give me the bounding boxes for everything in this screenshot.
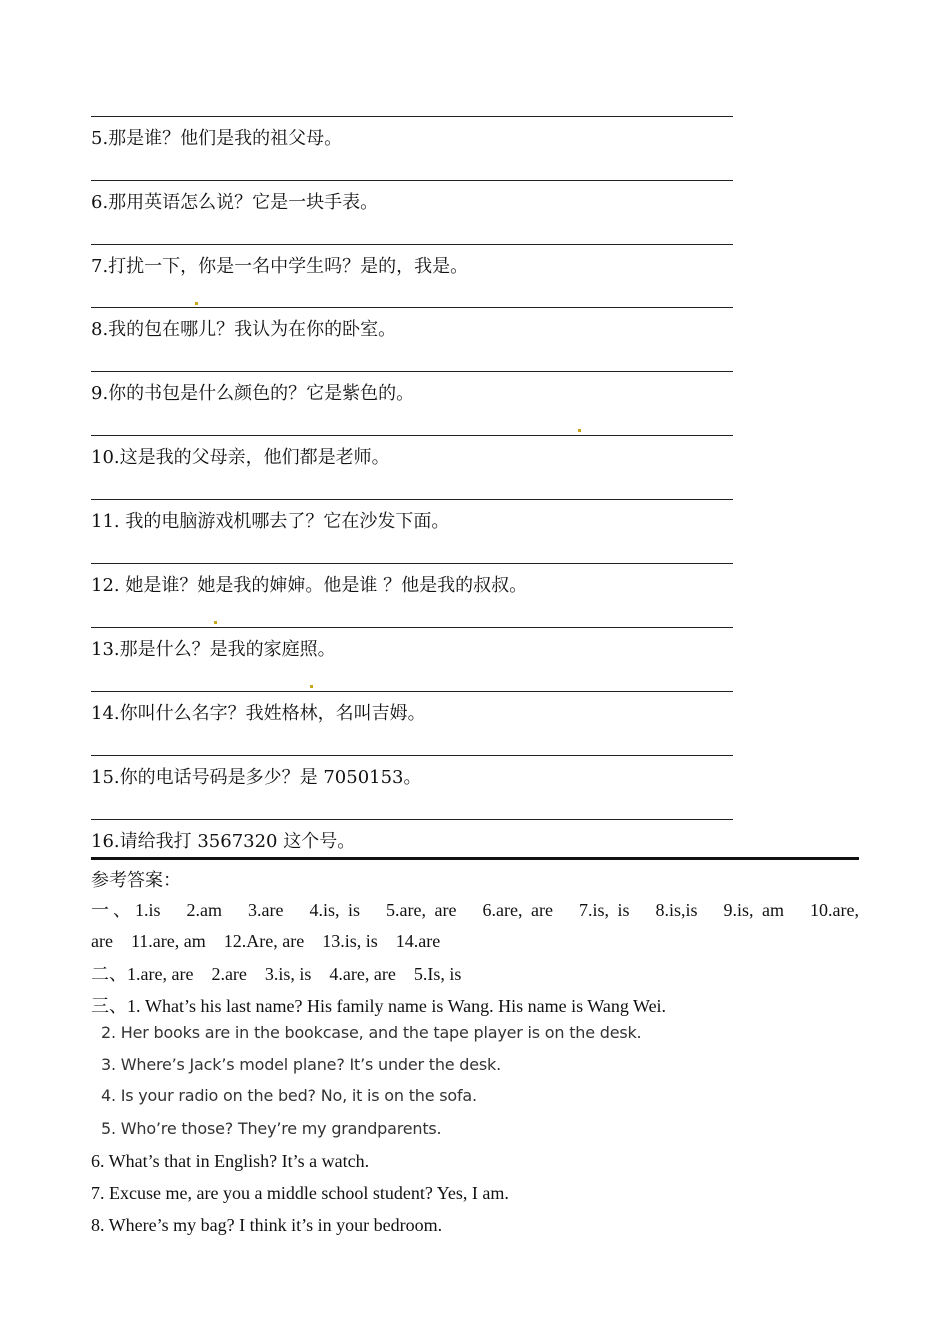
answers-section-3-line-1: 三、1. What’s his last name? His family name is Wang. His name is Wang Wei. bbox=[91, 996, 667, 1016]
scanned-answer-3: 3. Where’s Jack’s model plane? It’s under the desk. bbox=[101, 1055, 501, 1074]
scanned-answer-4: 4. Is your radio on the bed? No, it is on the sofa. bbox=[101, 1086, 477, 1105]
question-13: 13.那是什么？是我的家庭照。 bbox=[91, 639, 336, 660]
answers-section-2: 二、1.are, are 2.are 3.is, is 4.are, are 5.Is, is bbox=[91, 964, 462, 984]
answer-line bbox=[91, 435, 733, 436]
speck-mark bbox=[195, 302, 198, 305]
answer-line bbox=[91, 691, 733, 692]
question-15: 15.你的电话号码是多少？是 7050153。 bbox=[91, 767, 422, 788]
answer-line bbox=[91, 499, 733, 500]
question-5: 5.那是谁？他们是我的祖父母。 bbox=[91, 128, 343, 149]
answer-line bbox=[91, 371, 733, 372]
answers-heading: 参考答案： bbox=[91, 870, 181, 890]
answer-7: 7. Excuse me, are you a middle school student? Yes, I am. bbox=[91, 1183, 509, 1203]
scanned-answer-5: 5. Who’re those? They’re my grandparents. bbox=[101, 1119, 442, 1138]
question-6: 6.那用英语怎么说？它是一块手表。 bbox=[91, 192, 379, 213]
scanned-answer-2: 2. Her books are in the bookcase, and the tape player is on the desk. bbox=[101, 1023, 642, 1042]
answer-line bbox=[91, 755, 733, 756]
speck-mark bbox=[214, 621, 217, 624]
answer-line bbox=[91, 244, 733, 245]
question-14: 14.你叫什么名字？我姓格林，名叫吉姆。 bbox=[91, 703, 426, 724]
question-9: 9.你的书包是什么颜色的？它是紫色的。 bbox=[91, 383, 415, 404]
speck-mark bbox=[578, 429, 581, 432]
answers-section-1-line-1: 一、1.is 2.am 3.are 4.is, is 5.are, are 6.are, are 7.is, is 8.is,is 9.is, am 10.are, bbox=[91, 900, 859, 920]
question-12: 12. 她是谁？她是我的婶婶。他是谁 ？他是我的叔叔。 bbox=[91, 575, 528, 596]
answer-6: 6. What’s that in English? It’s a watch. bbox=[91, 1151, 370, 1171]
answer-8: 8. Where’s my bag? I think it’s in your bedroom. bbox=[91, 1215, 443, 1235]
speck-mark bbox=[310, 685, 313, 688]
answer-line bbox=[91, 819, 733, 820]
answer-line bbox=[91, 627, 733, 628]
answer-line bbox=[91, 116, 733, 117]
section-divider bbox=[91, 857, 859, 860]
question-10: 10.这是我的父母亲，他们都是老师。 bbox=[91, 447, 390, 468]
question-7: 7.打扰一下，你是一名中学生吗？是的，我是。 bbox=[91, 256, 469, 277]
answer-line bbox=[91, 563, 733, 564]
answers-section-1-line-2: are 11.are, am 12.Are, are 13.is, is 14.are bbox=[91, 931, 441, 951]
question-11: 11. 我的电脑游戏机哪去了？它在沙发下面。 bbox=[91, 511, 450, 532]
answer-line bbox=[91, 180, 733, 181]
question-8: 8.我的包在哪儿？我认为在你的卧室。 bbox=[91, 319, 397, 340]
question-16: 16.请给我打 3567320 这个号。 bbox=[91, 831, 356, 852]
answer-line bbox=[91, 307, 733, 308]
